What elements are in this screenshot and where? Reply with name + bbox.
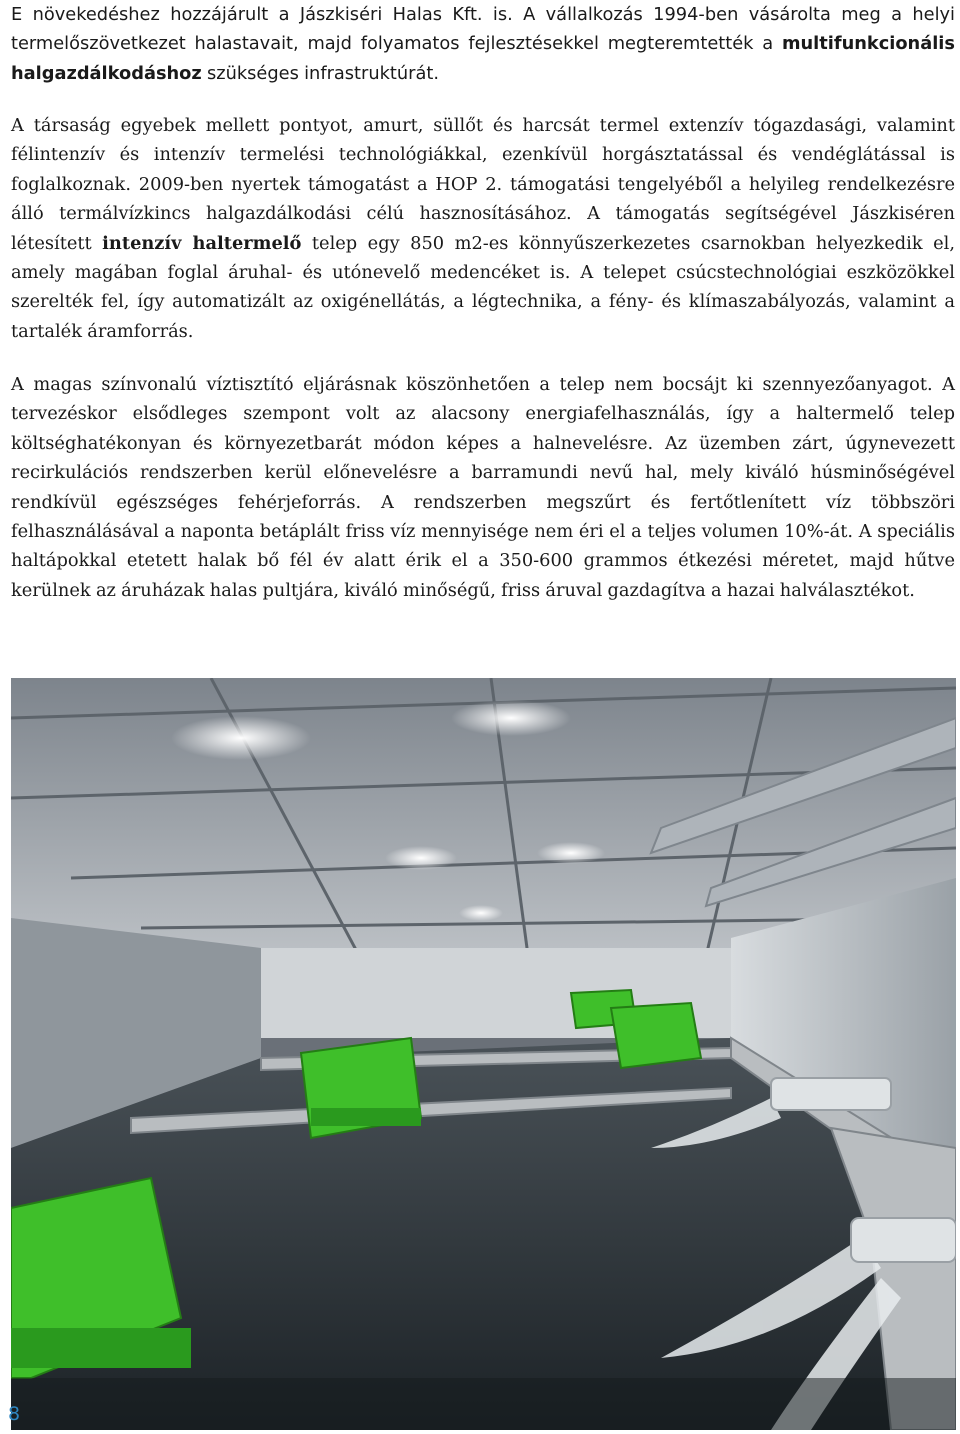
- company-paragraph: [11, 111, 955, 346]
- company-bold-term: intenzív haltermelő: [102, 232, 302, 254]
- page-number: 8: [8, 1403, 21, 1425]
- company-text-2: telep egy 850 m2-es könnyűszerkezetes csarnokban helyezkedik el, amely magában foglal áruhal- és utónevelő medencéket is. A telepet csúcstechnológiai eszközökkel szerelték fel, így automatizált az oxigénellátás, a légtechnika, a fény- és klímaszabályozás, valamint a tartalék áramforrás.: [11, 232, 956, 342]
- technology-paragraph: A magas színvonalú víztisztító eljárásnak köszönhetően a telep nem bocsájt ki szennyezőanyagot. A tervezéskor elsődleges szempont volt az alacsony energiafelhasználás, így a haltermelő telep költséghatékonyan és környezetbarát módon képes a halnevelésre. Az üzemben zárt, úgynevezett recirkulációs rendszerben kerül előnevelésre a barramundi nevű hal, mely kiváló húsminőségével rendkívül egészséges fehérjeforrás. A rendszerben megszűrt és fertőtlenített víz többszöri felhasználásával a naponta betáplált friss víz mennyisége nem éri el a teljes volumen 10%-át. A speciális haltápokkal etetett halak bő fél év alatt érik el a 350-600 grammos étkezési méretet, majd hűtve kerülnek az áruházak halas pultjára, kiváló minőségű, friss áruval gazdagítva a hazai halválasztékot.: [11, 374, 955, 601]
- intro-text-2: szükséges infrastruktúrát.: [201, 62, 439, 84]
- fish-farm-hall-photo: [11, 678, 956, 1430]
- company-text-1: A társaság egyebek mellett pontyot, amurt, süllőt és harcsát termel extenzív tógazdasági, valamint félintenzív és intenzív termelési technológiákkal, ezenkívül horgásztatással és vendéglátással is foglalkoznak. 2009-ben nyertek támogatást a HOP 2. támogatási tengelyéből a helyileg rendelkezésre álló termálvízkincs halgazdálkodási célú hasznosításához. A támogatás segítségével Jászkiséren létesített: [11, 115, 955, 254]
- intro-bold-term: multifunkcionális halgazdálkodáshoz: [11, 33, 955, 84]
- intro-text-1: E növekedéshez hozzájárult a Jászkiséri Halas Kft. is. A vállalkozás 1994-ben vásárolta meg a helyi termelőszövetkezet halastavait, majd folyamatos fejlesztésekkel megteremtették a: [11, 4, 955, 55]
- intro-paragraph: [11, 0, 955, 88]
